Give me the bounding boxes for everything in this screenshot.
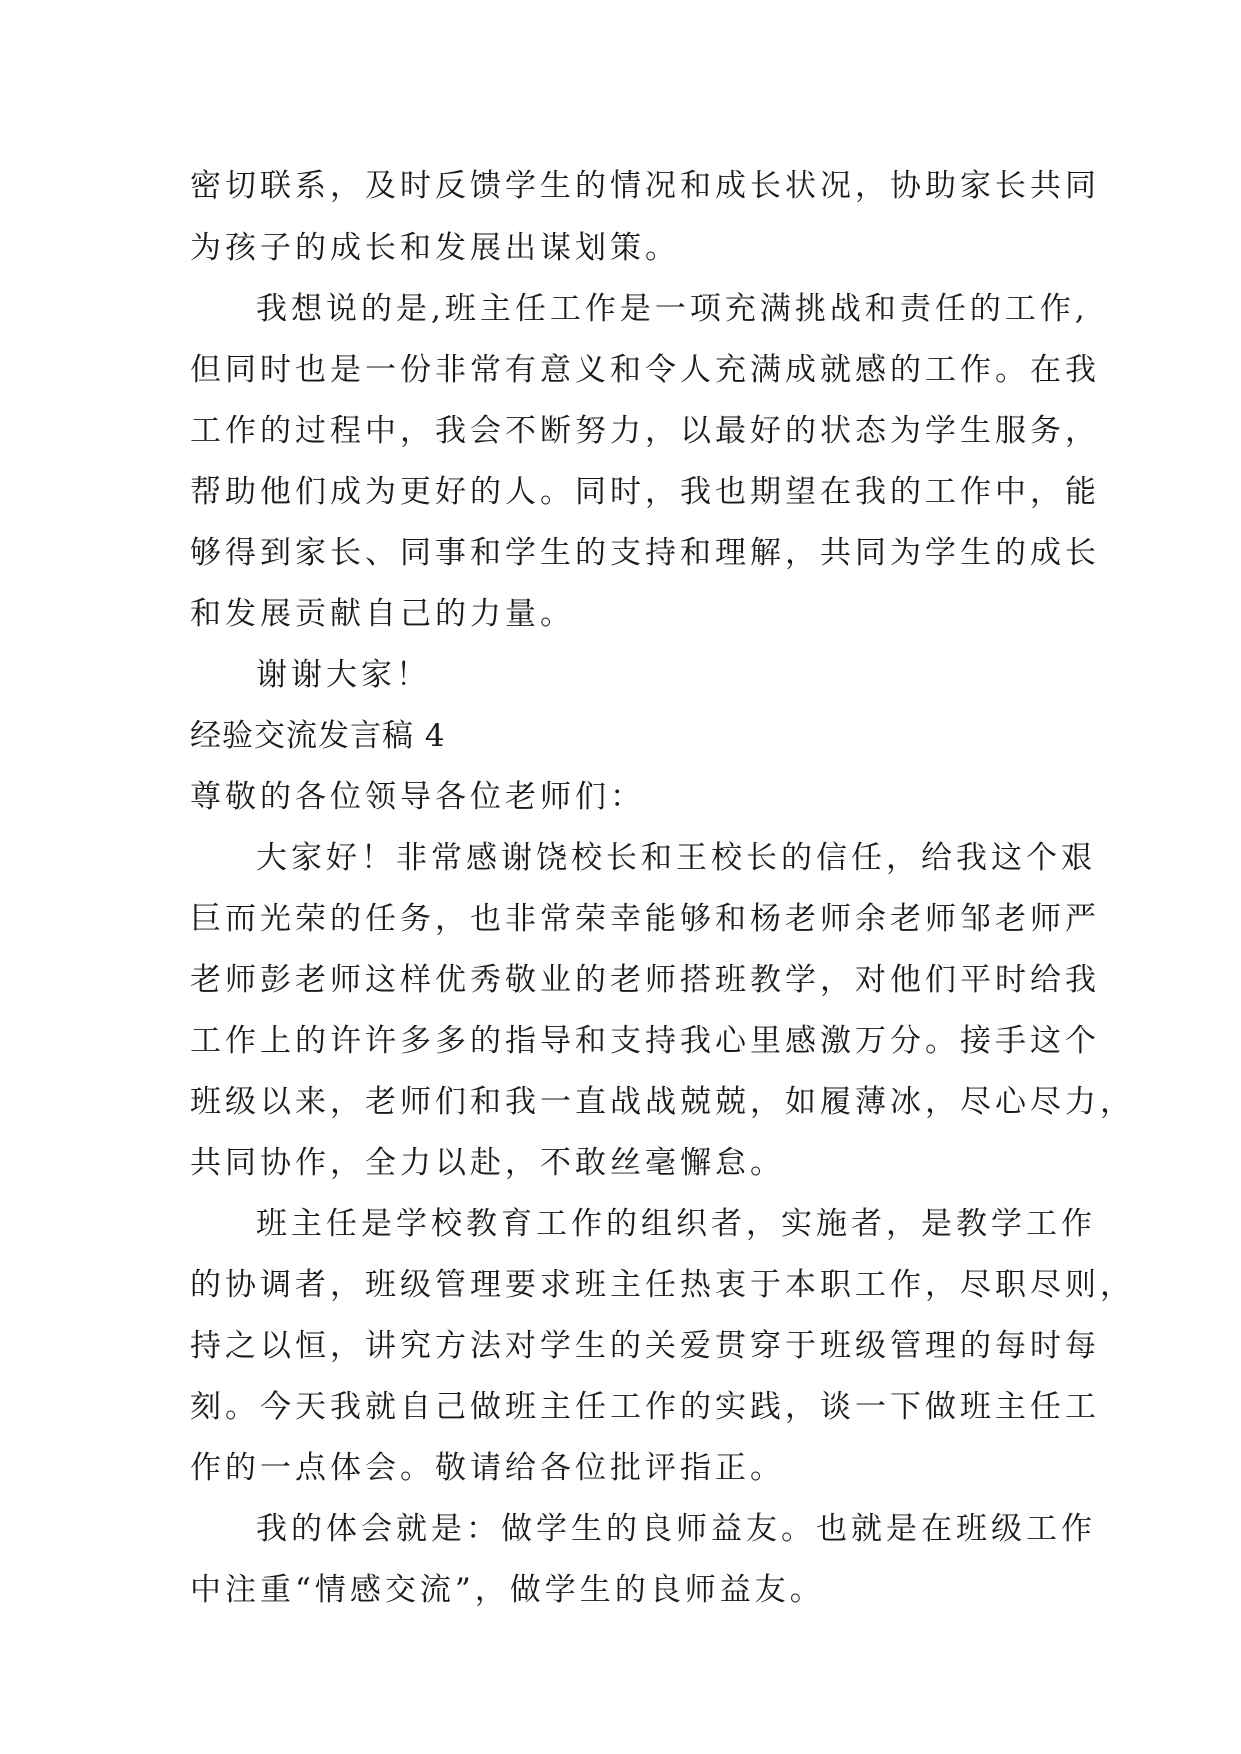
text-line: 工作上的许许多多的指导和支持我心里感激万分。接手这个: [190, 1023, 1100, 1059]
text-line: 巨而光荣的任务，也非常荣幸能够和杨老师余老师邹老师严: [190, 901, 1100, 937]
text-line: 班主任是学校教育工作的组织者，实施者，是教学工作: [256, 1206, 1096, 1242]
text-line: 的协调者，班级管理要求班主任热衷于本职工作，尽职尽则，: [190, 1267, 1135, 1303]
text-line: 持之以恒，讲究方法对学生的关爱贯穿于班级管理的每时每: [190, 1328, 1100, 1364]
text-line: 我想说的是,班主任工作是一项充满挑战和责任的工作,: [256, 291, 1089, 327]
section-heading: 经验交流发言稿 4: [190, 718, 446, 754]
text-line: 共同协作，全力以赴，不敢丝毫懈怠。: [190, 1145, 785, 1181]
text-line: 但同时也是一份非常有意义和令人充满成就感的工作。在我: [190, 352, 1100, 388]
text-line: 老师彭老师这样优秀敬业的老师搭班教学，对他们平时给我: [190, 962, 1100, 998]
text-line: 工作的过程中，我会不断努力，以最好的状态为学生服务，: [190, 413, 1100, 449]
text-line: 大家好！非常感谢饶校长和王校长的信任，给我这个艰: [256, 840, 1096, 876]
text-line: 和发展贡献自己的力量。: [190, 596, 575, 632]
text-line: 作的一点体会。敬请给各位批评指正。: [190, 1450, 785, 1486]
text-line: 谢谢大家！: [256, 657, 431, 693]
text-line: 班级以来，老师们和我一直战战兢兢，如履薄冰，尽心尽力，: [190, 1084, 1135, 1120]
text-line: 够得到家长、同事和学生的支持和理解，共同为学生的成长: [190, 535, 1100, 571]
text-line: 中注重“情感交流”，做学生的良师益友。: [190, 1572, 825, 1608]
text-line: 为孩子的成长和发展出谋划策。: [190, 230, 680, 266]
text-line: 刻。今天我就自己做班主任工作的实践，谈一下做班主任工: [190, 1389, 1100, 1425]
salutation: 尊敬的各位领导各位老师们：: [190, 779, 645, 815]
text-line: 我的体会就是：做学生的良师益友。也就是在班级工作: [256, 1511, 1096, 1547]
text-line: 帮助他们成为更好的人。同时，我也期望在我的工作中，能: [190, 474, 1100, 510]
text-line: 密切联系，及时反馈学生的情况和成长状况，协助家长共同: [190, 168, 1100, 204]
